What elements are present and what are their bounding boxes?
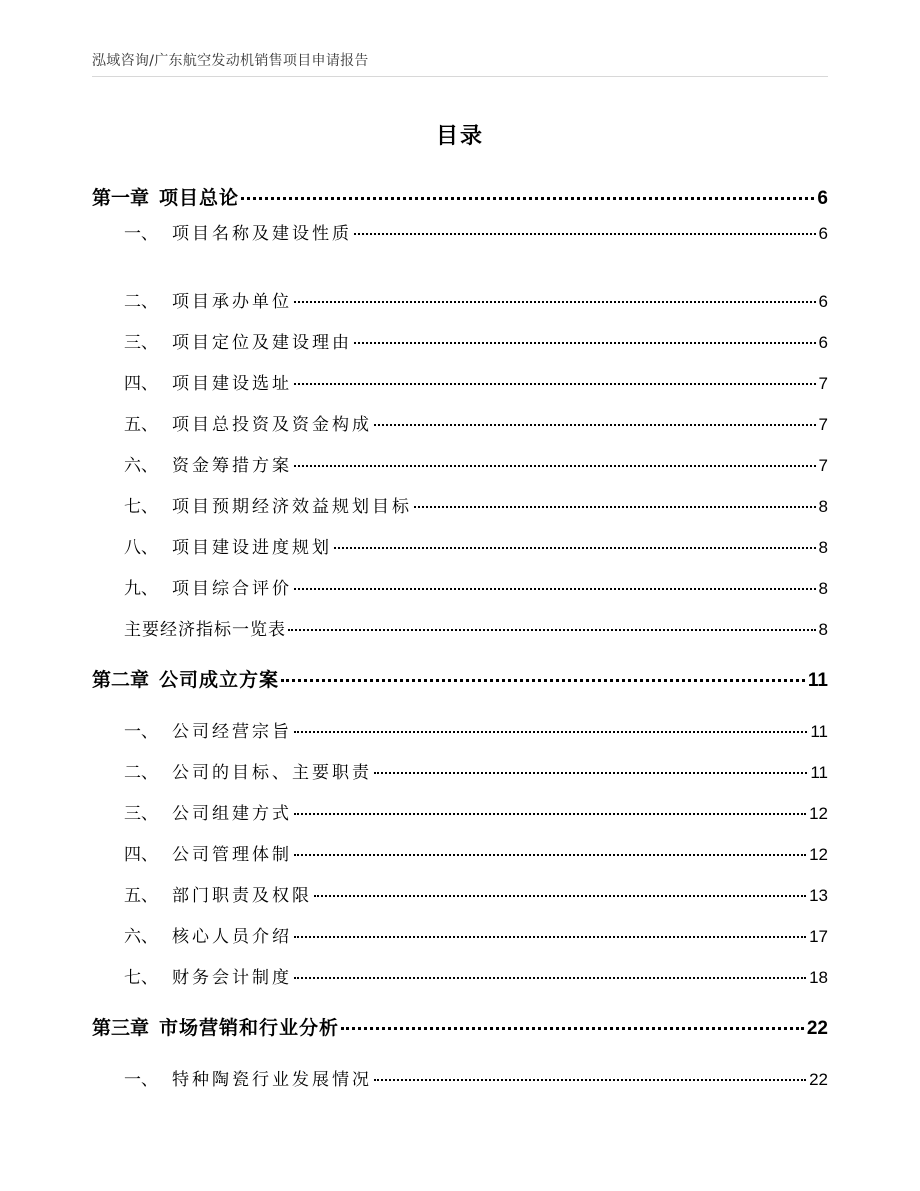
dot-leader <box>241 197 814 200</box>
section-number: 五、 <box>124 415 158 435</box>
page-number: 12 <box>809 804 828 823</box>
dot-leader <box>374 772 807 774</box>
toc-entry[interactable] <box>92 574 828 599</box>
page-number: 7 <box>818 374 828 393</box>
toc-entry[interactable] <box>92 799 828 824</box>
section-title: 公司经营宗旨 <box>172 722 292 742</box>
section-number: 六、 <box>124 927 158 947</box>
dot-leader <box>294 731 807 733</box>
page-number: 8 <box>818 497 828 516</box>
toc-entry[interactable] <box>92 840 828 865</box>
section-number: 一、 <box>124 1070 158 1090</box>
section-number: 八、 <box>124 538 158 558</box>
section-number: 一、 <box>124 224 158 244</box>
section-number: 七、 <box>124 968 158 988</box>
page-number: 6 <box>818 292 828 311</box>
section-title: 公司管理体制 <box>172 845 292 865</box>
dot-leader <box>341 1027 804 1030</box>
section-title: 公司的目标、主要职责 <box>172 763 372 783</box>
chapter-number: 第三章 <box>92 1017 150 1039</box>
section-title: 部门职责及权限 <box>172 886 312 906</box>
section-number: 二、 <box>124 763 158 783</box>
dot-leader <box>334 547 816 549</box>
section-title: 公司组建方式 <box>172 804 292 824</box>
section-title: 项目总投资及资金构成 <box>172 415 372 435</box>
section-title: 项目综合评价 <box>172 579 292 599</box>
page-number: 6 <box>818 333 828 352</box>
page-number: 8 <box>818 538 828 557</box>
dot-leader <box>354 342 816 344</box>
section-title: 主要经济指标一览表 <box>124 620 286 640</box>
dot-leader <box>354 233 816 235</box>
dot-leader <box>294 465 816 467</box>
toc-chapter-2[interactable] <box>92 665 828 692</box>
section-title: 资金筹措方案 <box>172 456 292 476</box>
dot-leader <box>414 506 816 508</box>
page-number: 11 <box>810 722 828 741</box>
chapter-number: 第一章 <box>92 187 150 209</box>
page-number: 12 <box>809 845 828 864</box>
section-number: 二、 <box>124 292 158 312</box>
page-number: 22 <box>809 1070 828 1089</box>
page-number: 7 <box>818 415 828 434</box>
section-title: 项目定位及建设理由 <box>172 333 352 353</box>
dot-leader <box>288 629 816 631</box>
page-number: 6 <box>817 188 828 209</box>
toc-entry[interactable] <box>92 881 828 906</box>
section-title: 项目预期经济效益规划目标 <box>172 497 412 517</box>
toc-entry[interactable] <box>92 1065 828 1090</box>
section-title: 项目建设选址 <box>172 374 292 394</box>
section-title: 项目名称及建设性质 <box>172 224 352 244</box>
toc-entry[interactable] <box>92 328 828 353</box>
section-title: 财务会计制度 <box>172 968 292 988</box>
section-number: 三、 <box>124 804 158 824</box>
dot-leader <box>294 383 816 385</box>
chapter-title: 公司成立方案 <box>159 669 280 691</box>
page-number: 7 <box>818 456 828 475</box>
toc-entry[interactable] <box>92 219 828 244</box>
section-number: 五、 <box>124 886 158 906</box>
page-number: 13 <box>809 886 828 905</box>
toc-entry[interactable] <box>92 717 828 742</box>
section-number: 四、 <box>124 845 158 865</box>
toc-entry[interactable] <box>92 758 828 783</box>
dot-leader <box>294 936 806 938</box>
page-number: 18 <box>809 968 828 987</box>
section-title: 项目承办单位 <box>172 292 292 312</box>
toc-entry[interactable] <box>92 287 828 312</box>
section-number: 三、 <box>124 333 158 353</box>
page-number: 11 <box>807 670 828 691</box>
dot-leader <box>294 813 806 815</box>
dot-leader <box>294 977 806 979</box>
running-header: 泓域咨询/广东航空发动机销售项目申请报告 <box>92 53 369 69</box>
chapter-title: 项目总论 <box>159 187 240 209</box>
toc-entry[interactable] <box>92 922 828 947</box>
dot-leader <box>294 854 806 856</box>
toc-entry[interactable] <box>92 533 828 558</box>
section-title: 特种陶瓷行业发展情况 <box>172 1070 372 1090</box>
toc-entry[interactable] <box>92 369 828 394</box>
toc-chapter-3[interactable] <box>92 1013 828 1040</box>
dot-leader <box>314 895 806 897</box>
toc-title: 目录 <box>435 124 484 149</box>
section-number: 六、 <box>124 456 158 476</box>
section-number: 九、 <box>124 579 158 599</box>
section-number: 四、 <box>124 374 158 394</box>
chapter-number: 第二章 <box>92 669 150 691</box>
page-number: 22 <box>806 1018 828 1039</box>
dot-leader <box>294 588 816 590</box>
section-title: 项目建设进度规划 <box>172 538 332 558</box>
dot-leader <box>374 1079 806 1081</box>
toc-entry[interactable] <box>92 615 828 640</box>
dot-leader <box>294 301 816 303</box>
section-title: 核心人员介绍 <box>172 927 292 947</box>
section-number: 一、 <box>124 722 158 742</box>
header-divider <box>92 76 828 77</box>
page-number: 6 <box>818 224 828 243</box>
toc-entry[interactable] <box>92 492 828 517</box>
toc-entry[interactable] <box>92 410 828 435</box>
page-number: 17 <box>809 927 828 946</box>
page-number: 8 <box>818 579 828 598</box>
chapter-title: 市场营销和行业分析 <box>159 1017 340 1039</box>
toc-entry[interactable] <box>92 963 828 988</box>
dot-leader <box>281 679 805 682</box>
page-number: 11 <box>810 763 828 782</box>
dot-leader <box>374 424 816 426</box>
section-number: 七、 <box>124 497 158 517</box>
toc-chapter-1[interactable] <box>92 183 828 210</box>
page-number: 8 <box>818 620 828 639</box>
toc-entry[interactable] <box>92 451 828 476</box>
